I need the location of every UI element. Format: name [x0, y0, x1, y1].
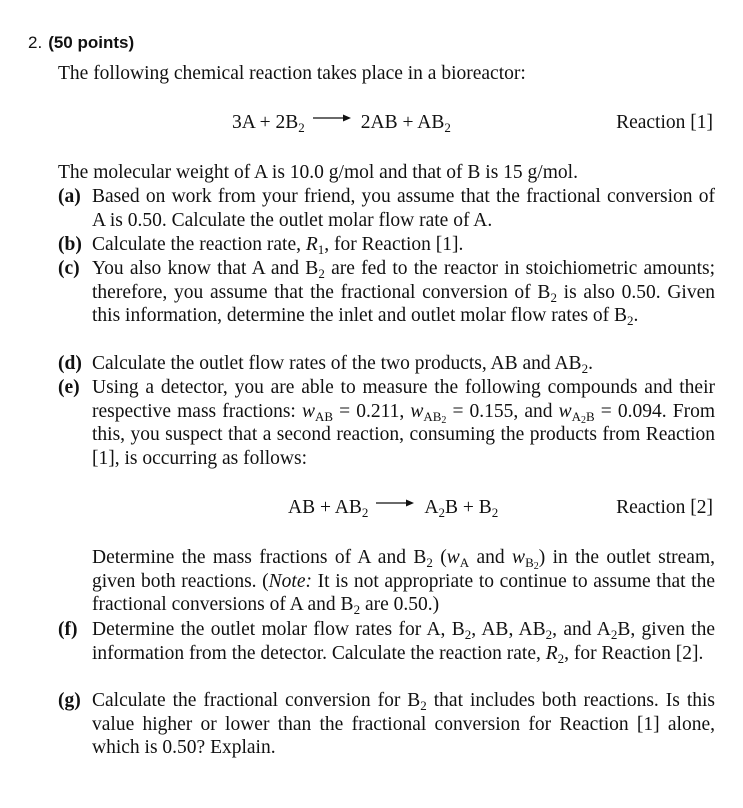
part-b-label: (b): [58, 234, 82, 255]
part-c: [58, 257, 715, 328]
reaction-1-label: Reaction [1]: [616, 112, 713, 133]
part-g: [58, 689, 715, 760]
intro-text: The following chemical reaction takes place in a bioreactor:: [58, 63, 526, 84]
part-e-text: Using a detector, you are able to measure the following compounds and their respective mass fractions: $w_{AB} = 0.211$, $w_{AB_2} = 0.155$, and $w_{A_2B} = 0.094$. From this, you suspect that a second reaction, consuming the products from Reaction [1], is occurring as follows:: [92, 377, 715, 469]
part-g-text: Calculate the fractional conversion for $B_2$ that includes both reactions. Is this value higher or lower than the fractional conversion for Reaction [1] alone, which is 0.50? Explain.: [92, 690, 715, 759]
part-d-label: (d): [58, 353, 82, 374]
part-d: [58, 352, 715, 376]
reaction-1-rhs: 2AB + AB: [360, 112, 445, 133]
reaction-1-lhs-subscript: 2: [298, 120, 305, 135]
right-arrow-icon: [376, 498, 416, 508]
part-e-continued: [58, 546, 715, 617]
part-c-text: You also know that A and $B_2$ are fed to the reactor in stoichiometric amounts; therefore, you assume that the fractional conversion of $B_2$ is also 0.50. Given this information, determine the inlet and outlet molar flow rates of $B_2$.: [92, 258, 716, 329]
part-a-text: Based on work from your friend, you assume that the fractional conversion of A is 0.50. Calculate the outlet molar flow rate of A.: [92, 186, 715, 231]
right-arrow-icon: [313, 113, 353, 123]
part-a: [58, 185, 715, 232]
reaction-2-lhs: AB + AB: [288, 497, 362, 518]
molecular-weight-statement: The molecular weight of A is 10.0 g/mol and that of B is 15 g/mol.: [58, 162, 578, 183]
problem-header: [28, 33, 134, 53]
reaction-1-lhs: 3A + 2B: [232, 112, 299, 133]
reaction-2-label: Reaction [2]: [616, 497, 713, 518]
part-f-text: Determine the outlet molar flow rates for A, $B_2$, AB, $AB_2$, and $A_2B$, given the information from the detector. Calculate the reaction rate, $R_2$, for Reaction [2].: [92, 619, 715, 666]
part-b: [58, 233, 715, 257]
part-f-label: (f): [58, 619, 78, 640]
reaction-1-equation: [232, 111, 451, 135]
problem-number: 2.: [28, 33, 43, 52]
part-c-label: (c): [58, 258, 80, 279]
part-e2-text: Determine the mass fractions of A and $B_2$ ($w_A$ and $w_{B_2}$) in the outlet stream, given both reactions. (Note: It is not appropriate to continue to assume that the fractional conversions of A and $B_2$ are 0.50.): [92, 547, 715, 618]
part-e: [58, 376, 715, 470]
problem-points: (50 points): [48, 33, 135, 52]
part-a-label: (a): [58, 186, 81, 207]
part-f: [58, 618, 715, 665]
part-b-text: Calculate the reaction rate, $R_1$, for Reaction [1].: [92, 234, 464, 257]
reaction-1-rhs-subscript: 2: [444, 120, 451, 135]
part-e-label: (e): [58, 377, 80, 398]
part-d-text: Calculate the outlet flow rates of the two products, AB and $AB_2$.: [92, 353, 593, 376]
part-g-label: (g): [58, 690, 81, 711]
reaction-2-equation: AB + $AB_2$ $A_2B + B_2$: [288, 497, 499, 520]
